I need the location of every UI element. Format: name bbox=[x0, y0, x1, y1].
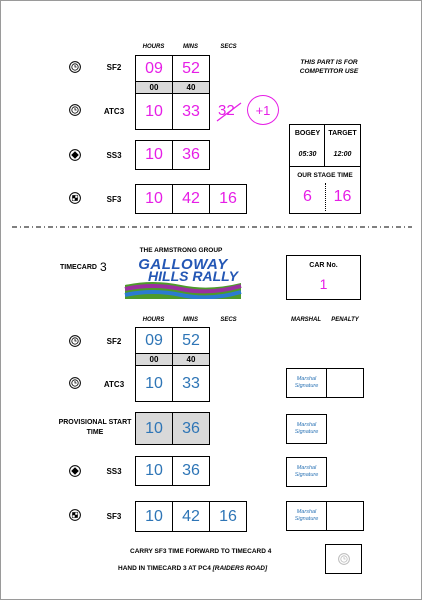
sf2-label: SF2 bbox=[106, 63, 122, 72]
timecard-label: TIMECARD bbox=[60, 264, 97, 271]
diamond-stage-icon bbox=[69, 149, 81, 161]
sf3-secs: 16 bbox=[209, 501, 247, 532]
atc3-penalty-box[interactable] bbox=[326, 368, 364, 398]
logo-line-1: GALLOWAY bbox=[138, 256, 228, 273]
cut-line bbox=[12, 224, 412, 230]
mins-header: MINS bbox=[183, 44, 198, 50]
pst-mins: 36 bbox=[172, 412, 210, 445]
atc3-hours: 10 bbox=[135, 93, 173, 130]
pst-hours: 10 bbox=[135, 412, 173, 445]
atc3-label: ATC3 bbox=[103, 380, 125, 389]
sf2-label: SF2 bbox=[106, 337, 122, 346]
pst-label: PROVISIONAL START TIME bbox=[58, 419, 132, 436]
finish-flag-icon bbox=[69, 192, 81, 204]
stage-time-label: OUR STAGE TIME bbox=[297, 172, 353, 179]
marshal-signature-text: Marshal Signature bbox=[294, 376, 319, 389]
marshal-signature-text: Marshal Signature bbox=[294, 509, 319, 522]
ss3-mins: 36 bbox=[172, 140, 210, 170]
car-number-value: 1 bbox=[319, 276, 328, 292]
strike-through-mark bbox=[214, 100, 244, 124]
hours-header: HOURS bbox=[142, 317, 165, 323]
atc3-marshal-box[interactable] bbox=[286, 368, 327, 398]
bogey-value: 05:30 bbox=[298, 151, 317, 158]
sf2-hours: 09 bbox=[135, 55, 173, 82]
target-label: TARGET bbox=[328, 130, 357, 137]
diamond-stage-icon bbox=[69, 465, 81, 477]
clock-icon bbox=[338, 553, 350, 565]
pst-marshal-box[interactable] bbox=[286, 414, 327, 444]
ss3-hours: 10 bbox=[135, 140, 173, 170]
sf3-marshal-box[interactable] bbox=[286, 501, 327, 531]
hours-header: HOURS bbox=[142, 44, 165, 50]
marshal-signature-text: Marshal Signature bbox=[294, 422, 319, 435]
marshal-header: MARSHAL bbox=[291, 317, 321, 323]
secs-header: SECS bbox=[220, 44, 237, 50]
atc3-crossed-secs: 32 bbox=[218, 102, 235, 119]
sf3-mins: 42 bbox=[172, 501, 210, 532]
finish-flag-icon bbox=[69, 509, 81, 521]
atc3-adjustment: +1 bbox=[247, 95, 279, 125]
sf3-mins: 42 bbox=[172, 184, 210, 214]
sf2-planned-mins: 40 bbox=[172, 353, 210, 366]
secs-header: SECS bbox=[220, 317, 237, 323]
sf3-secs: 16 bbox=[209, 184, 247, 214]
target-value: 12:00 bbox=[333, 151, 352, 158]
sf2-mins: 52 bbox=[172, 327, 210, 354]
sf2-mins: 52 bbox=[172, 55, 210, 82]
sf3-label: SF3 bbox=[106, 512, 122, 521]
ss3-hours: 10 bbox=[135, 456, 173, 486]
ss3-label: SS3 bbox=[106, 467, 122, 476]
hand-in-text: HAND IN TIMECARD 3 AT PC4 bbox=[118, 565, 211, 572]
ss3-label: SS3 bbox=[106, 151, 122, 160]
sf2-hours: 09 bbox=[135, 327, 173, 354]
sf3-label: SF3 bbox=[106, 195, 122, 204]
sponsor-name: THE ARMSTRONG GROUP bbox=[139, 247, 223, 254]
stage-time-secs: 16 bbox=[333, 188, 352, 205]
bogey-target-box bbox=[289, 124, 361, 167]
clock-icon bbox=[69, 335, 81, 347]
marshal-signature-text: Marshal Signature bbox=[294, 465, 319, 478]
ss3-mins: 36 bbox=[172, 456, 210, 486]
ss3-marshal-box[interactable] bbox=[286, 457, 327, 487]
atc3-hours: 10 bbox=[135, 365, 173, 402]
penalty-header: PENALTY bbox=[331, 317, 359, 323]
timecard-number: 3 bbox=[100, 260, 107, 274]
competitor-use-note: THIS PART IS FOR COMPETITOR USE bbox=[299, 59, 359, 75]
atc3-mins: 33 bbox=[172, 93, 210, 130]
pc4-stamp-box[interactable] bbox=[325, 544, 362, 574]
mins-header: MINS bbox=[183, 317, 198, 323]
sf2-planned-mins: 40 bbox=[172, 81, 210, 94]
clock-icon bbox=[69, 61, 81, 73]
hand-in-location: [RAIDERS ROAD] bbox=[212, 565, 268, 572]
logo-line-2: HILLS RALLY bbox=[148, 268, 238, 284]
stage-time-mins: 6 bbox=[303, 188, 312, 205]
sf3-penalty-box[interactable] bbox=[326, 501, 364, 531]
clock-icon bbox=[69, 104, 81, 116]
car-number-box bbox=[286, 255, 361, 300]
atc3-label: ATC3 bbox=[103, 107, 125, 116]
sf3-hours: 10 bbox=[135, 501, 173, 532]
sf3-hours: 10 bbox=[135, 184, 173, 214]
clock-icon bbox=[69, 377, 81, 389]
carry-forward-note: CARRY SF3 TIME FORWARD TO TIMECARD 4 bbox=[130, 548, 272, 555]
sf2-planned-hours: 00 bbox=[135, 81, 173, 94]
bogey-label: BOGEY bbox=[294, 130, 321, 137]
hand-in-note bbox=[118, 565, 267, 572]
stage-time-box bbox=[289, 166, 361, 214]
sf2-planned-hours: 00 bbox=[135, 353, 173, 366]
car-number-label: CAR No. bbox=[309, 262, 338, 269]
atc3-mins: 33 bbox=[172, 365, 210, 402]
rally-logo bbox=[123, 255, 243, 303]
